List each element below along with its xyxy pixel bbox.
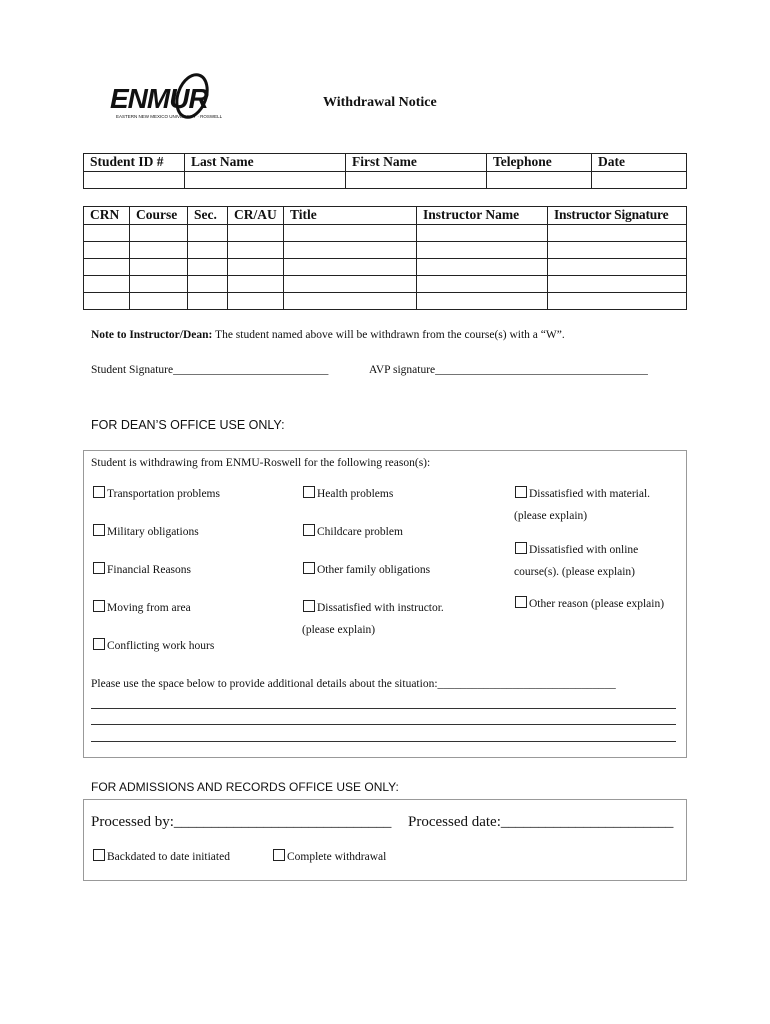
checkbox-icon[interactable] bbox=[93, 524, 105, 536]
last-name-field[interactable] bbox=[185, 172, 346, 189]
checkbox-icon[interactable] bbox=[93, 849, 105, 861]
table-row bbox=[84, 242, 687, 259]
header-first-name: First Name bbox=[346, 154, 487, 172]
header-last-name: Last Name bbox=[185, 154, 346, 172]
sec-cell[interactable] bbox=[188, 293, 228, 310]
student-signature-line[interactable]: Student Signature___________________________ bbox=[91, 364, 329, 376]
sec-cell[interactable] bbox=[188, 276, 228, 293]
sec-cell[interactable] bbox=[188, 259, 228, 276]
table-row bbox=[84, 259, 687, 276]
course-table bbox=[83, 206, 687, 310]
reason-other[interactable] bbox=[515, 596, 664, 610]
checkbox-icon[interactable] bbox=[93, 562, 105, 574]
reason-military[interactable] bbox=[93, 524, 199, 538]
backdated-checkbox[interactable] bbox=[93, 849, 230, 863]
details-prompt: Please use the space below to provide additional details about the situation:_______________________________ bbox=[91, 678, 616, 690]
checkbox-icon[interactable] bbox=[273, 849, 285, 861]
logo-wordmark: ENMUR bbox=[110, 83, 208, 114]
crn-cell[interactable] bbox=[84, 242, 130, 259]
crn-cell[interactable] bbox=[84, 225, 130, 242]
checkbox-label: Backdated to date initiated bbox=[107, 851, 230, 863]
processed-by-field[interactable]: Processed by:_____________________________ bbox=[91, 814, 392, 830]
student-id-field[interactable] bbox=[84, 172, 185, 189]
reason-online[interactable] bbox=[515, 542, 638, 556]
reason-health[interactable] bbox=[303, 486, 393, 500]
instructor-name-cell[interactable] bbox=[417, 276, 548, 293]
header-crau: CR/AU bbox=[228, 207, 284, 225]
crn-cell[interactable] bbox=[84, 293, 130, 310]
reason-material-explain: (please explain) bbox=[514, 510, 588, 522]
reason-material[interactable] bbox=[515, 486, 650, 500]
instructor-signature-cell[interactable] bbox=[548, 242, 687, 259]
header-title: Title bbox=[284, 207, 417, 225]
reason-label: Childcare problem bbox=[317, 526, 403, 538]
crau-cell[interactable] bbox=[228, 276, 284, 293]
reason-label: Health problems bbox=[317, 488, 394, 500]
reason-label: Military obligations bbox=[107, 526, 199, 538]
instructor-note bbox=[91, 329, 565, 341]
header-sec: Sec. bbox=[188, 207, 228, 225]
table-row bbox=[84, 293, 687, 310]
instructor-name-cell[interactable] bbox=[417, 293, 548, 310]
title-cell[interactable] bbox=[284, 276, 417, 293]
reason-label: Transportation problems bbox=[107, 488, 220, 500]
admissions-section-box bbox=[83, 799, 687, 881]
reason-instructor[interactable] bbox=[303, 600, 444, 614]
logo-subtext: EASTERN NEW MEXICO UNIVERSITY · ROSWELL bbox=[116, 114, 223, 119]
processed-date-field[interactable]: Processed date:_______________________ bbox=[408, 814, 674, 830]
header-instructor-signature: Instructor Signature bbox=[548, 207, 687, 225]
checkbox-icon[interactable] bbox=[93, 638, 105, 650]
date-field[interactable] bbox=[592, 172, 687, 189]
reason-work-hours[interactable] bbox=[93, 638, 214, 652]
note-text: The student named above will be withdrawn from the course(s) with a “W”. bbox=[212, 329, 565, 341]
header-student-id: Student ID # bbox=[84, 154, 185, 172]
reason-instructor-explain: (please explain) bbox=[302, 624, 376, 636]
course-cell[interactable] bbox=[130, 225, 188, 242]
note-label: Note to Instructor/Dean: bbox=[91, 329, 213, 341]
reason-transportation[interactable] bbox=[93, 486, 220, 500]
checkbox-icon[interactable] bbox=[93, 486, 105, 498]
header-telephone: Telephone bbox=[487, 154, 592, 172]
checkbox-icon[interactable] bbox=[515, 542, 527, 554]
crau-cell[interactable] bbox=[228, 225, 284, 242]
header-crn: CRN bbox=[84, 207, 130, 225]
complete-withdrawal-checkbox[interactable] bbox=[273, 849, 386, 863]
crn-cell[interactable] bbox=[84, 276, 130, 293]
checkbox-icon[interactable] bbox=[515, 486, 527, 498]
table-row bbox=[84, 225, 687, 242]
avp-signature-line[interactable]: AVP signature_____________________________________ bbox=[369, 364, 648, 376]
instructor-name-cell[interactable] bbox=[417, 242, 548, 259]
reason-label: Other family obligations bbox=[317, 564, 431, 576]
crau-cell[interactable] bbox=[228, 293, 284, 310]
admissions-section-heading: FOR ADMISSIONS AND RECORDS OFFICE USE ONLY: bbox=[91, 780, 399, 794]
table-row bbox=[84, 276, 687, 293]
header-instructor-name: Instructor Name bbox=[417, 207, 548, 225]
reason-childcare[interactable] bbox=[303, 524, 403, 538]
enmur-logo bbox=[108, 72, 226, 124]
reason-family[interactable] bbox=[303, 562, 430, 576]
course-cell[interactable] bbox=[130, 259, 188, 276]
reason-online-explain: course(s). (please explain) bbox=[514, 566, 636, 578]
title-cell[interactable] bbox=[284, 259, 417, 276]
reason-label: Financial Reasons bbox=[107, 564, 191, 576]
course-cell[interactable] bbox=[130, 242, 188, 259]
details-line[interactable] bbox=[91, 741, 676, 742]
student-info-table bbox=[83, 153, 687, 189]
checkbox-icon[interactable] bbox=[515, 596, 527, 608]
instructor-name-cell[interactable] bbox=[417, 259, 548, 276]
header-course: Course bbox=[130, 207, 188, 225]
checkbox-icon[interactable] bbox=[303, 600, 315, 612]
reason-label: Conflicting work hours bbox=[107, 640, 215, 652]
checkbox-icon[interactable] bbox=[303, 524, 315, 536]
telephone-field[interactable] bbox=[487, 172, 592, 189]
reason-label: Dissatisfied with material. bbox=[529, 488, 651, 500]
checkbox-icon[interactable] bbox=[93, 600, 105, 612]
reason-label: Dissatisfied with instructor. bbox=[317, 602, 444, 614]
title-cell[interactable] bbox=[284, 225, 417, 242]
header-date: Date bbox=[592, 154, 687, 172]
first-name-field[interactable] bbox=[346, 172, 487, 189]
sec-cell[interactable] bbox=[188, 225, 228, 242]
title-cell[interactable] bbox=[284, 293, 417, 310]
reason-label: Other reason (please explain) bbox=[529, 598, 665, 610]
instructor-signature-cell[interactable] bbox=[548, 259, 687, 276]
course-cell[interactable] bbox=[130, 276, 188, 293]
dean-section-heading: FOR DEAN’S OFFICE USE ONLY: bbox=[91, 418, 285, 432]
reason-label: Moving from area bbox=[107, 602, 191, 614]
reason-moving[interactable] bbox=[93, 600, 191, 614]
crau-cell[interactable] bbox=[228, 242, 284, 259]
instructor-signature-cell[interactable] bbox=[548, 225, 687, 242]
page-title: Withdrawal Notice bbox=[323, 95, 437, 110]
checkbox-label: Complete withdrawal bbox=[287, 851, 387, 863]
course-cell[interactable] bbox=[130, 293, 188, 310]
instructor-signature-cell[interactable] bbox=[548, 276, 687, 293]
reasons-intro: Student is withdrawing from ENMU-Roswell for the following reason(s): bbox=[91, 457, 431, 469]
reason-financial[interactable] bbox=[93, 562, 191, 576]
sec-cell[interactable] bbox=[188, 242, 228, 259]
details-line[interactable] bbox=[91, 724, 676, 725]
checkbox-icon[interactable] bbox=[303, 486, 315, 498]
instructor-name-cell[interactable] bbox=[417, 225, 548, 242]
crau-cell[interactable] bbox=[228, 259, 284, 276]
instructor-signature-cell[interactable] bbox=[548, 293, 687, 310]
crn-cell[interactable] bbox=[84, 259, 130, 276]
title-cell[interactable] bbox=[284, 242, 417, 259]
checkbox-icon[interactable] bbox=[303, 562, 315, 574]
details-line[interactable] bbox=[91, 708, 676, 709]
reason-label: Dissatisfied with online bbox=[529, 544, 639, 556]
